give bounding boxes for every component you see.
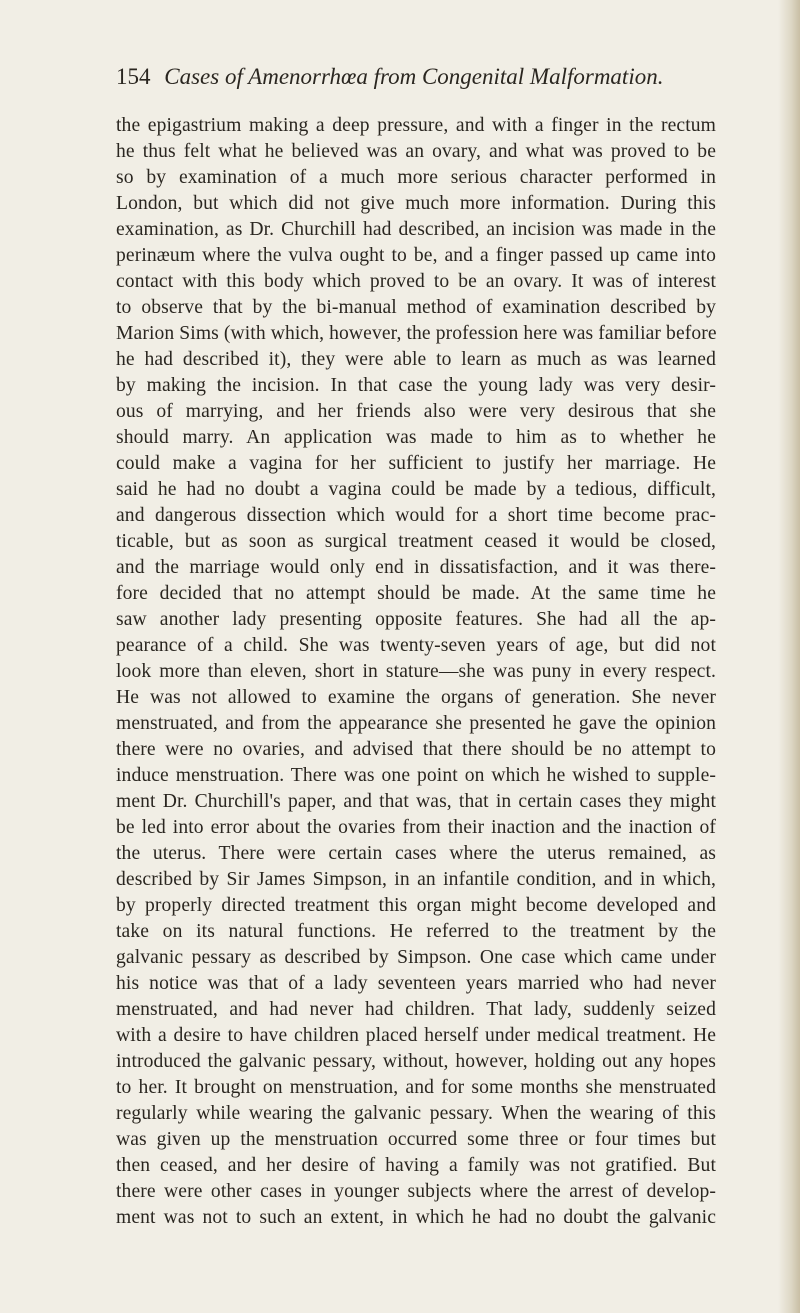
text-line: he thus felt what he believed was an ovary, and what was proved to be bbox=[116, 141, 716, 162]
text-line: galvanic pessary as described by Simpson. One case which came under bbox=[116, 947, 716, 968]
text-line: ticable, but as soon as surgical treatment ceased it would be closed, bbox=[116, 531, 716, 552]
text-line: described by Sir James Simpson, in an infantile condition, and in which, bbox=[116, 869, 716, 890]
text-line: perinæum where the vulva ought to be, and a finger passed up came into bbox=[116, 245, 716, 266]
text-line: regularly while wearing the galvanic pessary. When the wearing of this bbox=[116, 1103, 716, 1124]
page-number: 154 bbox=[116, 64, 151, 89]
text-line: fore decided that no attempt should be made. At the same time he bbox=[116, 583, 716, 604]
text-line: contact with this body which proved to be an ovary. It was of interest bbox=[116, 271, 716, 292]
text-line: there were other cases in younger subjects where the arrest of develop- bbox=[116, 1181, 716, 1202]
text-line: the uterus. There were certain cases where the uterus remained, as bbox=[116, 843, 716, 864]
text-line: He was not allowed to examine the organs of generation. She never bbox=[116, 687, 716, 708]
text-line: ous of marrying, and her friends also were very desirous that she bbox=[116, 401, 716, 422]
text-line: said he had no doubt a vagina could be made by a tedious, difficult, bbox=[116, 479, 716, 500]
text-line: be led into error about the ovaries from their inaction and the inaction of bbox=[116, 817, 716, 838]
running-title: Cases of Amenorrhœa from Congenital Malformation. bbox=[164, 64, 664, 89]
text-line: by properly directed treatment this organ might become developed and bbox=[116, 895, 716, 916]
text-line: the epigastrium making a deep pressure, and with a finger in the rectum bbox=[116, 115, 716, 136]
text-line: then ceased, and her desire of having a family was not gratified. But bbox=[116, 1155, 716, 1176]
text-line: ment Dr. Churchill's paper, and that was, that in certain cases they might bbox=[116, 791, 716, 812]
text-line: ment was not to such an extent, in which he had no doubt the galvanic bbox=[116, 1207, 716, 1228]
text-line: induce menstruation. There was one point on which he wished to supple- bbox=[116, 765, 716, 786]
text-line: his notice was that of a lady seventeen years married who had never bbox=[116, 973, 716, 994]
text-line: saw another lady presenting opposite features. She had all the ap- bbox=[116, 609, 716, 630]
text-line: look more than eleven, short in stature—she was puny in every respect. bbox=[116, 661, 716, 682]
text-line: there were no ovaries, and advised that there should be no attempt to bbox=[116, 739, 716, 760]
running-head bbox=[116, 62, 716, 92]
text-line: and the marriage would only end in dissatisfaction, and it was there- bbox=[116, 557, 716, 578]
text-line: could make a vagina for her sufficient to justify her marriage. He bbox=[116, 453, 716, 474]
text-line: to her. It brought on menstruation, and for some months she menstruated bbox=[116, 1077, 716, 1098]
text-line: he had described it), they were able to learn as much as was learned bbox=[116, 349, 716, 370]
text-line: take on its natural functions. He referred to the treatment by the bbox=[116, 921, 716, 942]
text-line: with a desire to have children placed herself under medical treatment. He bbox=[116, 1025, 716, 1046]
text-line: by making the incision. In that case the young lady was very desir- bbox=[116, 375, 716, 396]
text-line: menstruated, and from the appearance she presented he gave the opinion bbox=[116, 713, 716, 734]
text-line: should marry. An application was made to him as to whether he bbox=[116, 427, 716, 448]
text-line: pearance of a child. She was twenty-seven years of age, but did not bbox=[116, 635, 716, 656]
text-line: menstruated, and had never had children. That lady, suddenly seized bbox=[116, 999, 716, 1020]
text-line: to observe that by the bi-manual method of examination described by bbox=[116, 297, 716, 318]
text-line: Marion Sims (with which, however, the profession here was familiar before bbox=[116, 323, 717, 344]
text-line: London, but which did not give much more information. During this bbox=[116, 193, 716, 214]
body-text bbox=[116, 113, 716, 1231]
text-line: so by examination of a much more serious character performed in bbox=[116, 167, 716, 188]
page-edge-shadow bbox=[778, 0, 800, 1313]
text-line: was given up the menstruation occurred some three or four times but bbox=[116, 1129, 716, 1150]
text-line: and dangerous dissection which would for a short time become prac- bbox=[116, 505, 716, 526]
text-line: introduced the galvanic pessary, without, however, holding out any hopes bbox=[116, 1051, 716, 1072]
text-line: examination, as Dr. Churchill had described, an incision was made in the bbox=[116, 219, 716, 240]
